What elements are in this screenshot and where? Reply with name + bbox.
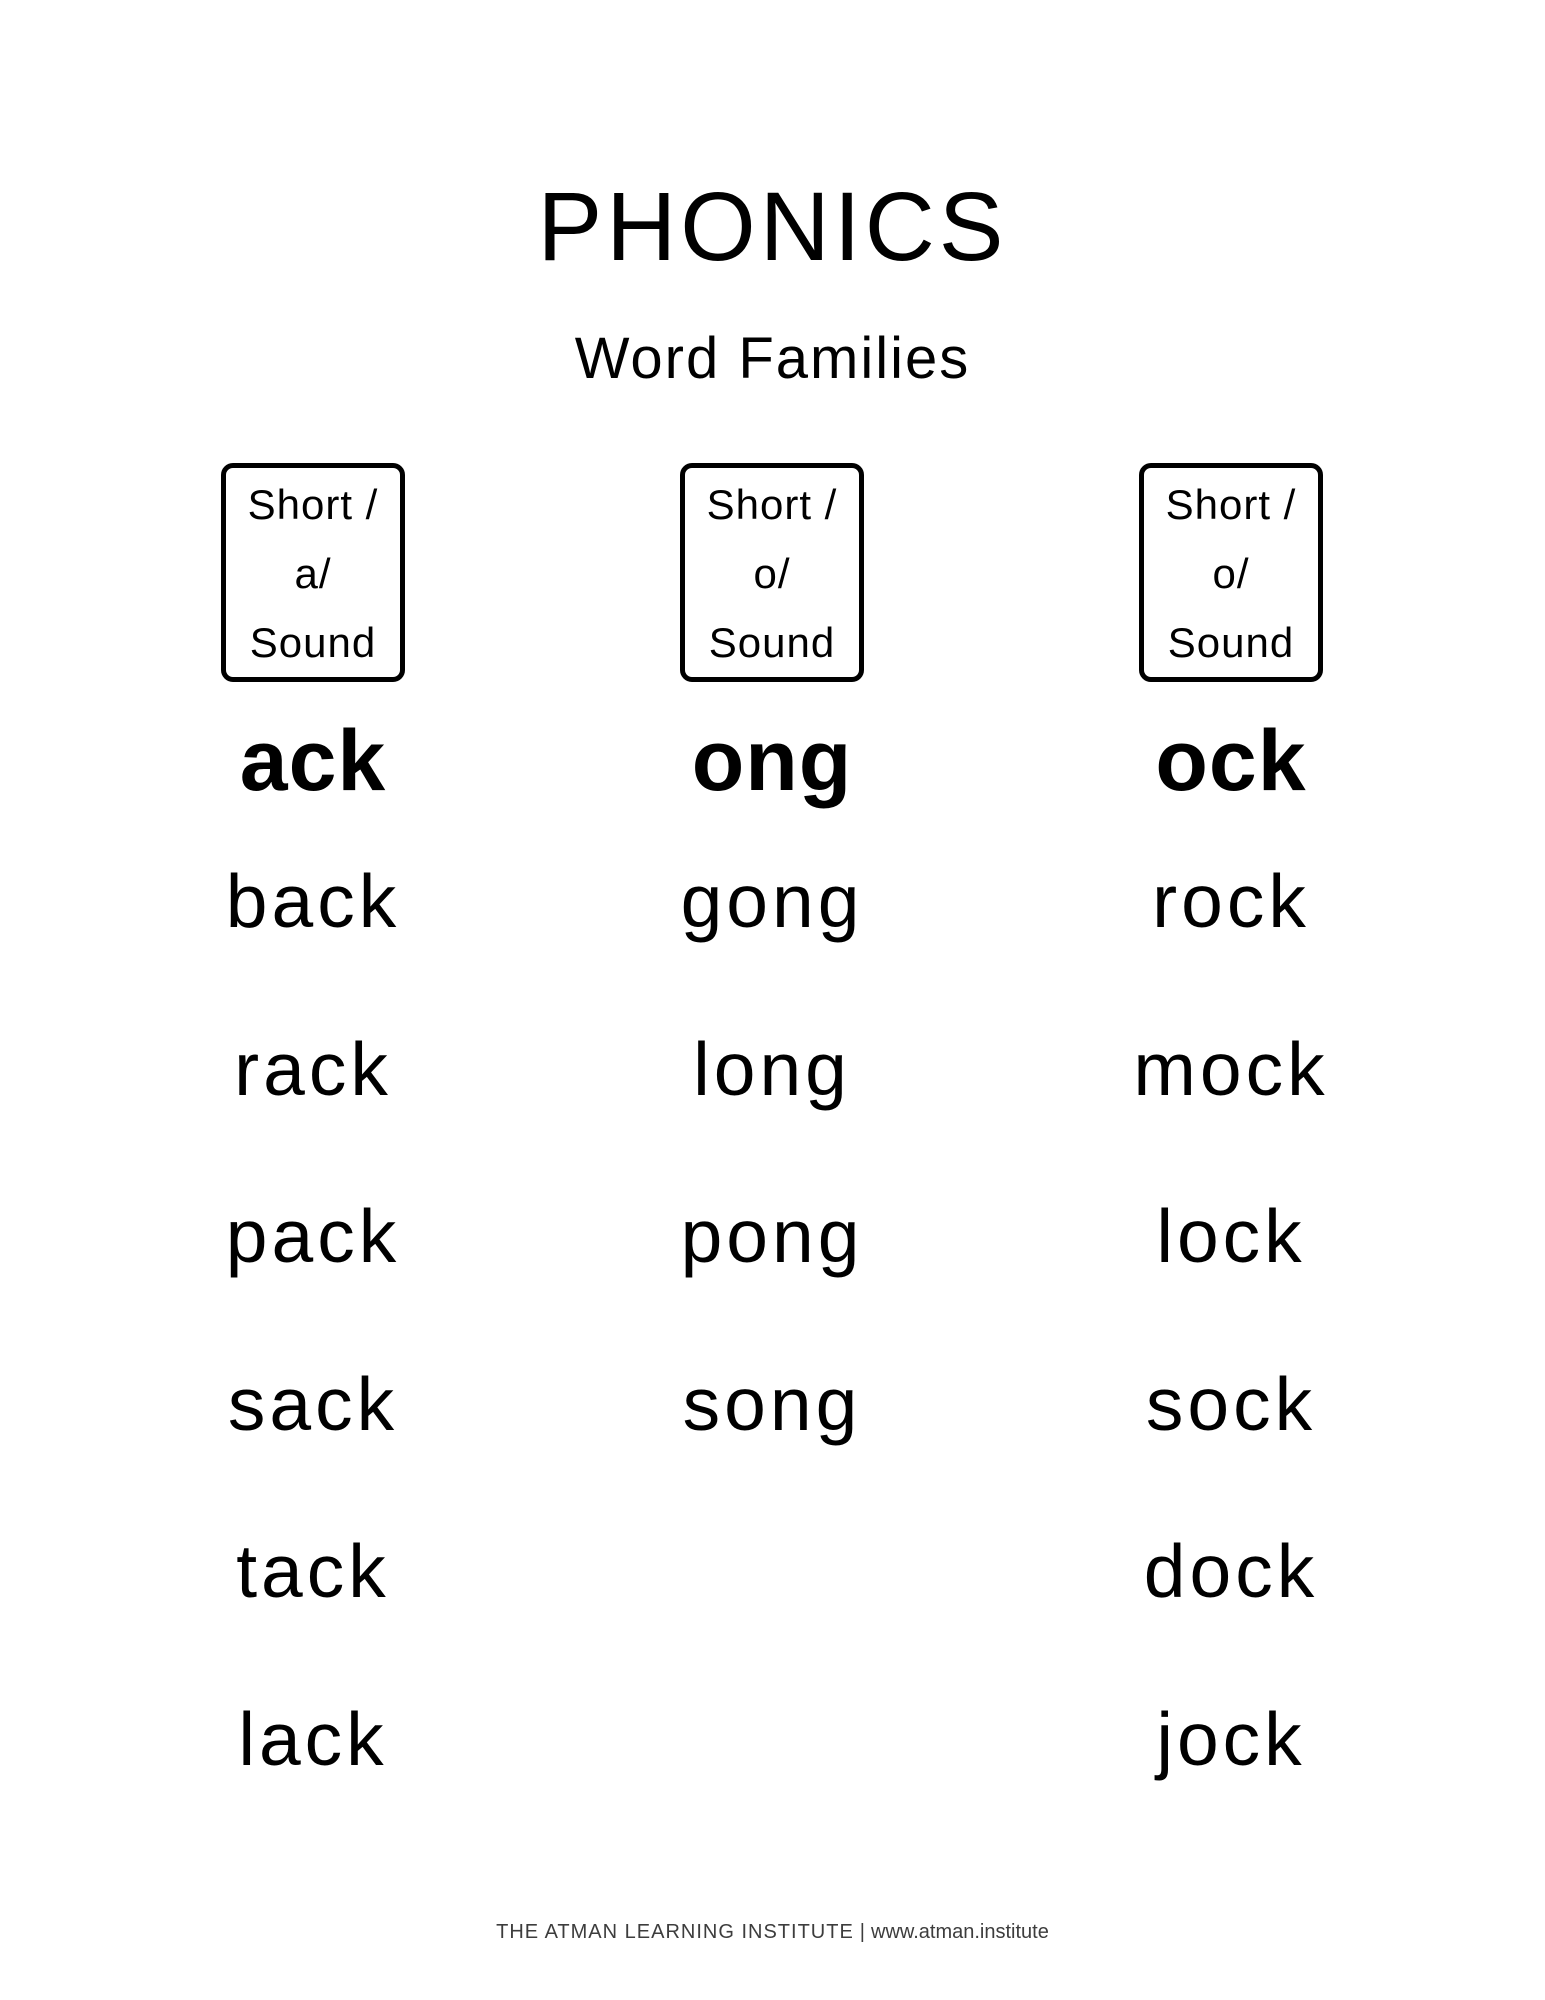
word-item: sack [227,1361,399,1446]
word-item: mock [1133,1026,1329,1111]
footer-org-name: THE ATMAN LEARNING INSTITUTE [496,1921,854,1943]
sound-label-box-short-a [221,463,405,682]
family-header-ack: ack [239,713,387,809]
word-item: gong [680,859,864,943]
word-family-columns [103,463,1441,1869]
word-list-ack [103,859,523,1869]
page-title: PHONICS [537,172,1008,281]
sound-label-line: o/ [1212,550,1250,597]
word-item: back [225,859,401,943]
sound-label-box-short-o-2 [1139,463,1323,682]
word-list-ong [562,859,982,1534]
footer-url: www.atman.institute [871,1921,1049,1943]
word-item: rock [1152,859,1310,943]
word-item: jock [1156,1696,1306,1781]
word-item: sock [1145,1361,1317,1446]
sound-label-line: Short / [247,481,379,528]
sound-label-line: Short / [1165,481,1297,528]
sound-label-box-short-o-1 [680,463,864,682]
sound-label-line: Sound [1167,619,1295,666]
sound-label-line: o/ [753,550,791,597]
column-ock [1021,463,1441,1869]
footer-separator: | [859,1921,865,1943]
word-item: lock [1156,1194,1306,1278]
word-item: tack [236,1529,390,1613]
sound-label-line: Sound [708,619,836,666]
sound-label-line: Short / [706,481,838,528]
page-subtitle: Word Families [574,326,971,391]
column-ack [103,463,523,1869]
family-header-ong: ong [691,713,853,809]
word-item: rack [234,1026,392,1111]
word-item: pack [225,1194,401,1278]
word-item: dock [1143,1529,1319,1613]
word-item: song [682,1361,862,1446]
word-item: lack [238,1696,388,1781]
sound-label-line: a/ [294,550,332,597]
family-header-ock: ock [1155,713,1307,809]
word-item: pong [680,1194,864,1278]
sound-label-line: Sound [249,619,377,666]
word-list-ock [1021,859,1441,1869]
word-item: long [693,1026,851,1111]
footer-credit [0,1922,1545,1942]
column-ong [562,463,982,1869]
